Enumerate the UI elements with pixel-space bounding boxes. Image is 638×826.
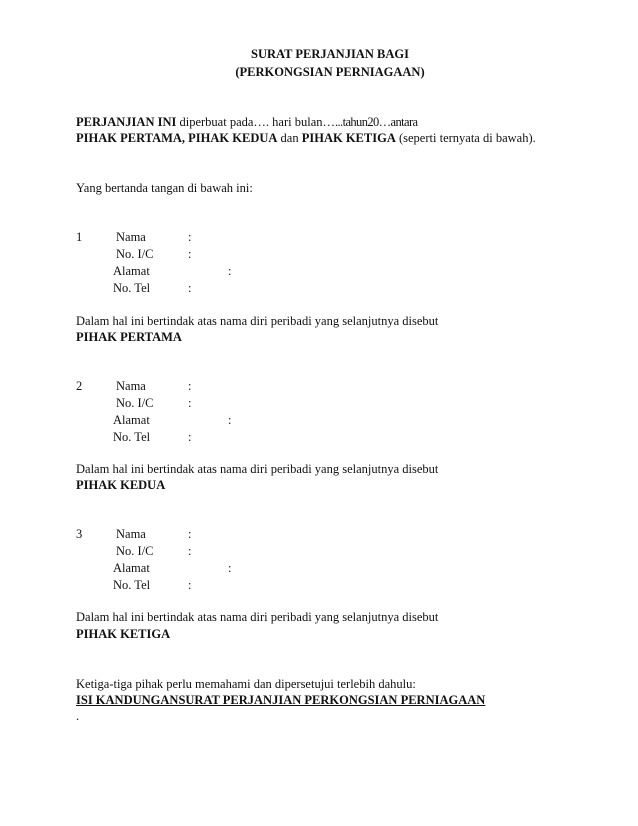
- party-2-statement: Dalam hal ini bertindak atas nama diri peribadi yang selanjutnya disebut: [76, 462, 439, 476]
- party-1-tel-label: No. Tel: [113, 281, 151, 295]
- party-3-ic-colon: :: [188, 544, 192, 558]
- party-1-alamat-label: Alamat: [113, 264, 150, 278]
- party-2-ic-label: No. I/C: [116, 396, 154, 410]
- party-2-alamat-label: Alamat: [113, 413, 150, 427]
- party-3-tel-label: No. Tel: [113, 578, 151, 592]
- intro-lead-rest: diperbuat pada…. hari bulan…: [179, 115, 335, 129]
- party-1-ic-colon: :: [188, 247, 192, 261]
- party-1-nama-colon: :: [188, 230, 192, 244]
- party-2-tel-label: No. Tel: [113, 430, 151, 444]
- signatories-intro: Yang bertanda tangan di bawah ini:: [76, 181, 253, 195]
- intro-lead: PERJANJIAN INI: [76, 115, 177, 129]
- party-3-number: 3: [76, 527, 83, 541]
- intro-party-1: PIHAK PERTAMA,: [76, 131, 186, 145]
- party-1-nama-label: Nama: [116, 230, 146, 244]
- party-1-alamat-colon: :: [228, 264, 232, 278]
- intro-lead-cond: ...tahun20…antara: [335, 115, 418, 129]
- party-2-tel-colon: :: [188, 430, 192, 444]
- party-3-alamat-colon: :: [228, 561, 232, 575]
- document-title: SURAT PERJANJIAN BAGI: [251, 47, 409, 61]
- party-1-ic-label: No. I/C: [116, 247, 154, 261]
- party-2-nama-colon: :: [188, 379, 192, 393]
- party-1-label: PIHAK PERTAMA: [76, 330, 182, 344]
- intro-line-1: [76, 114, 417, 130]
- party-3-ic-label: No. I/C: [116, 544, 154, 558]
- closing-dot: .: [76, 709, 80, 723]
- party-3-alamat-label: Alamat: [113, 561, 150, 575]
- party-2-nama-label: Nama: [116, 379, 146, 393]
- party-2-number: 2: [76, 379, 83, 393]
- contents-heading: ISI KANDUNGANSURAT PERJANJIAN PERKONGSIAN PERNIAGAAN: [76, 693, 486, 707]
- party-3-tel-colon: :: [188, 578, 192, 592]
- intro-party-2: PIHAK KEDUA: [188, 131, 278, 145]
- party-1-number: 1: [76, 230, 83, 244]
- party-1-statement: Dalam hal ini bertindak atas nama diri peribadi yang selanjutnya disebut: [76, 314, 439, 328]
- party-3-nama-colon: :: [188, 527, 192, 541]
- intro-tail: (seperti ternyata di bawah).: [398, 131, 536, 145]
- party-3-nama-label: Nama: [116, 527, 146, 541]
- party-2-alamat-colon: :: [228, 413, 232, 427]
- party-3-statement: Dalam hal ini bertindak atas nama diri peribadi yang selanjutnya disebut: [76, 610, 439, 624]
- closing-text: Ketiga-tiga pihak perlu memahami dan dipersetujui terlebih dahulu:: [76, 677, 416, 691]
- party-2-label: PIHAK KEDUA: [76, 478, 166, 492]
- party-1-tel-colon: :: [188, 281, 192, 295]
- intro-line-2: [76, 130, 536, 146]
- document-subtitle: (PERKONGSIAN PERNIAGAAN): [235, 65, 425, 79]
- party-2-ic-colon: :: [188, 396, 192, 410]
- intro-dan: dan: [280, 131, 299, 145]
- intro-party-3: PIHAK KETIGA: [301, 131, 396, 145]
- party-3-label: PIHAK KETIGA: [76, 627, 171, 641]
